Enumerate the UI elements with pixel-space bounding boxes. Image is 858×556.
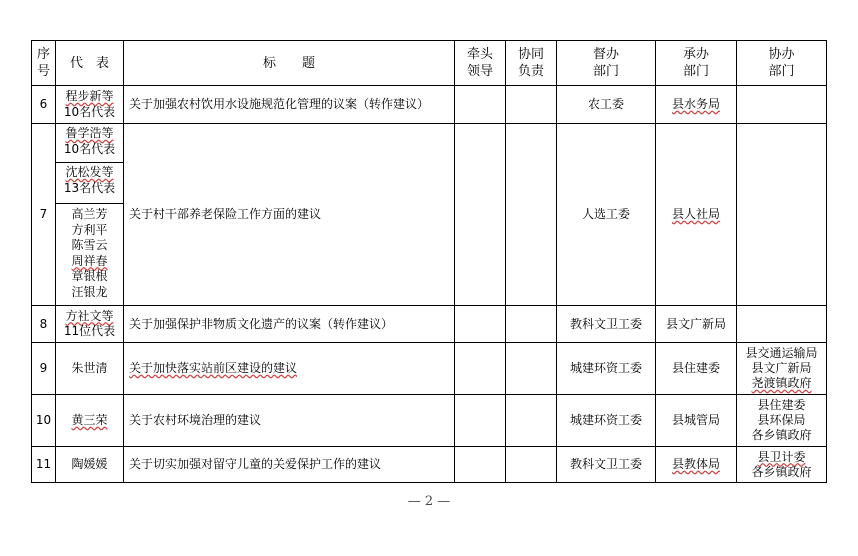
row-assist — [737, 306, 827, 343]
row-title: 关于加强农村饮用水设施规范化管理的议案（转作建议） — [124, 86, 455, 124]
handle-text: 县人社局 — [671, 207, 720, 221]
rep-name: 高兰芳 — [71, 207, 108, 221]
rep-name: 周祥春 — [71, 253, 108, 268]
header-row — [32, 41, 827, 86]
rep-name: 朱世清 — [71, 361, 108, 375]
row-lead — [455, 447, 506, 483]
header-lead: 牵头领导 — [455, 41, 506, 86]
row-title: 关于村干部养老保险工作方面的建议 — [124, 124, 455, 306]
row-seq: 10 — [32, 395, 56, 447]
row-assist — [737, 124, 827, 306]
row-representative — [56, 343, 124, 395]
header-assist: 协办部门 — [737, 41, 827, 86]
header-handle: 承办部门 — [656, 41, 737, 86]
row-co — [506, 124, 557, 306]
row-supervise: 人选工委 — [557, 124, 656, 306]
rep-count: 10名代表 — [63, 141, 116, 156]
rep-name: 陈雪云 — [71, 238, 108, 252]
row-handle — [656, 124, 737, 306]
row-seq: 7 — [32, 124, 56, 306]
rep-group — [56, 124, 123, 162]
table-row — [32, 124, 827, 306]
row-handle — [656, 86, 737, 124]
row-supervise: 农工委 — [557, 86, 656, 124]
rep-name: 方利平 — [71, 222, 108, 237]
rep-name: 章银根 — [71, 269, 108, 283]
rep-name: 汪银龙 — [71, 284, 108, 299]
rep-group — [56, 203, 123, 300]
row-title — [124, 343, 455, 395]
row-co — [506, 343, 557, 395]
row-supervise: 城建环资工委 — [557, 343, 656, 395]
row-representative — [56, 395, 124, 447]
header-seq: 序号 — [32, 41, 56, 86]
proposal-table — [31, 40, 827, 483]
row-lead — [455, 124, 506, 306]
row-co — [506, 86, 557, 124]
rep-count: 13名代表 — [63, 180, 116, 195]
rep-name: 程步新等 — [65, 89, 114, 103]
page-number: — 2 — — [407, 494, 451, 509]
row-title: 关于加强保护非物质文化遗产的议案（转作建议） — [124, 306, 455, 343]
row-assist — [737, 447, 827, 483]
row-handle: 县住建委 — [656, 343, 737, 395]
assist-dept: 县交通运输局 — [745, 346, 818, 360]
row-supervise: 城建环资工委 — [557, 395, 656, 447]
row-handle: 县城管局 — [656, 395, 737, 447]
row-lead — [455, 395, 506, 447]
row-lead — [455, 343, 506, 395]
table-row — [32, 343, 827, 395]
row-co — [506, 395, 557, 447]
rep-group — [56, 162, 123, 203]
row-seq: 11 — [32, 447, 56, 483]
header-co: 协同负责 — [506, 41, 557, 86]
assist-dept: 各乡镇政府 — [751, 464, 812, 479]
row-assist — [737, 86, 827, 124]
row-representative — [56, 124, 124, 306]
table-row — [32, 86, 827, 124]
table-row — [32, 395, 827, 447]
rep-count: 10名代表 — [63, 104, 116, 119]
row-handle: 县文广新局 — [656, 306, 737, 343]
assist-dept: 县住建委 — [757, 398, 806, 412]
header-title: 标 题 — [124, 41, 455, 86]
handle-text: 县教体局 — [671, 457, 720, 471]
row-lead — [455, 306, 506, 343]
row-seq: 9 — [32, 343, 56, 395]
rep-name: 方社文等 — [65, 308, 114, 323]
title-text: 关于加快落实站前区建设的建议 — [129, 361, 298, 375]
assist-dept: 尧渡镇政府 — [751, 376, 812, 390]
row-seq: 8 — [32, 306, 56, 343]
rep-name: 鲁学浩等 — [65, 126, 114, 140]
row-representative — [56, 86, 124, 124]
assist-dept: 县卫计委 — [757, 449, 806, 464]
row-seq: 6 — [32, 86, 56, 124]
row-supervise: 教科文卫工委 — [557, 447, 656, 483]
assist-dept: 县环保局 — [757, 413, 806, 427]
assist-dept: 各乡镇政府 — [751, 428, 812, 442]
header-representative: 代 表 — [56, 41, 124, 86]
row-supervise: 教科文卫工委 — [557, 306, 656, 343]
row-co — [506, 306, 557, 343]
row-title: 关于切实加强对留守儿童的关爱保护工作的建议 — [124, 447, 455, 483]
table-row — [32, 447, 827, 483]
row-title: 关于农村环境治理的建议 — [124, 395, 455, 447]
row-lead — [455, 86, 506, 124]
row-handle — [656, 447, 737, 483]
row-representative: 陶媛媛 — [56, 447, 124, 483]
rep-name: 黄三荣 — [71, 413, 108, 427]
handle-text: 县水务局 — [671, 97, 720, 111]
assist-dept: 县文广新局 — [751, 361, 812, 375]
row-assist — [737, 395, 827, 447]
header-supervise: 督办部门 — [557, 41, 656, 86]
rep-count: 11位代表 — [63, 324, 116, 338]
row-representative — [56, 306, 124, 343]
row-co — [506, 447, 557, 483]
row-assist — [737, 343, 827, 395]
table-row — [32, 306, 827, 343]
rep-name: 沈松发等 — [65, 165, 114, 179]
